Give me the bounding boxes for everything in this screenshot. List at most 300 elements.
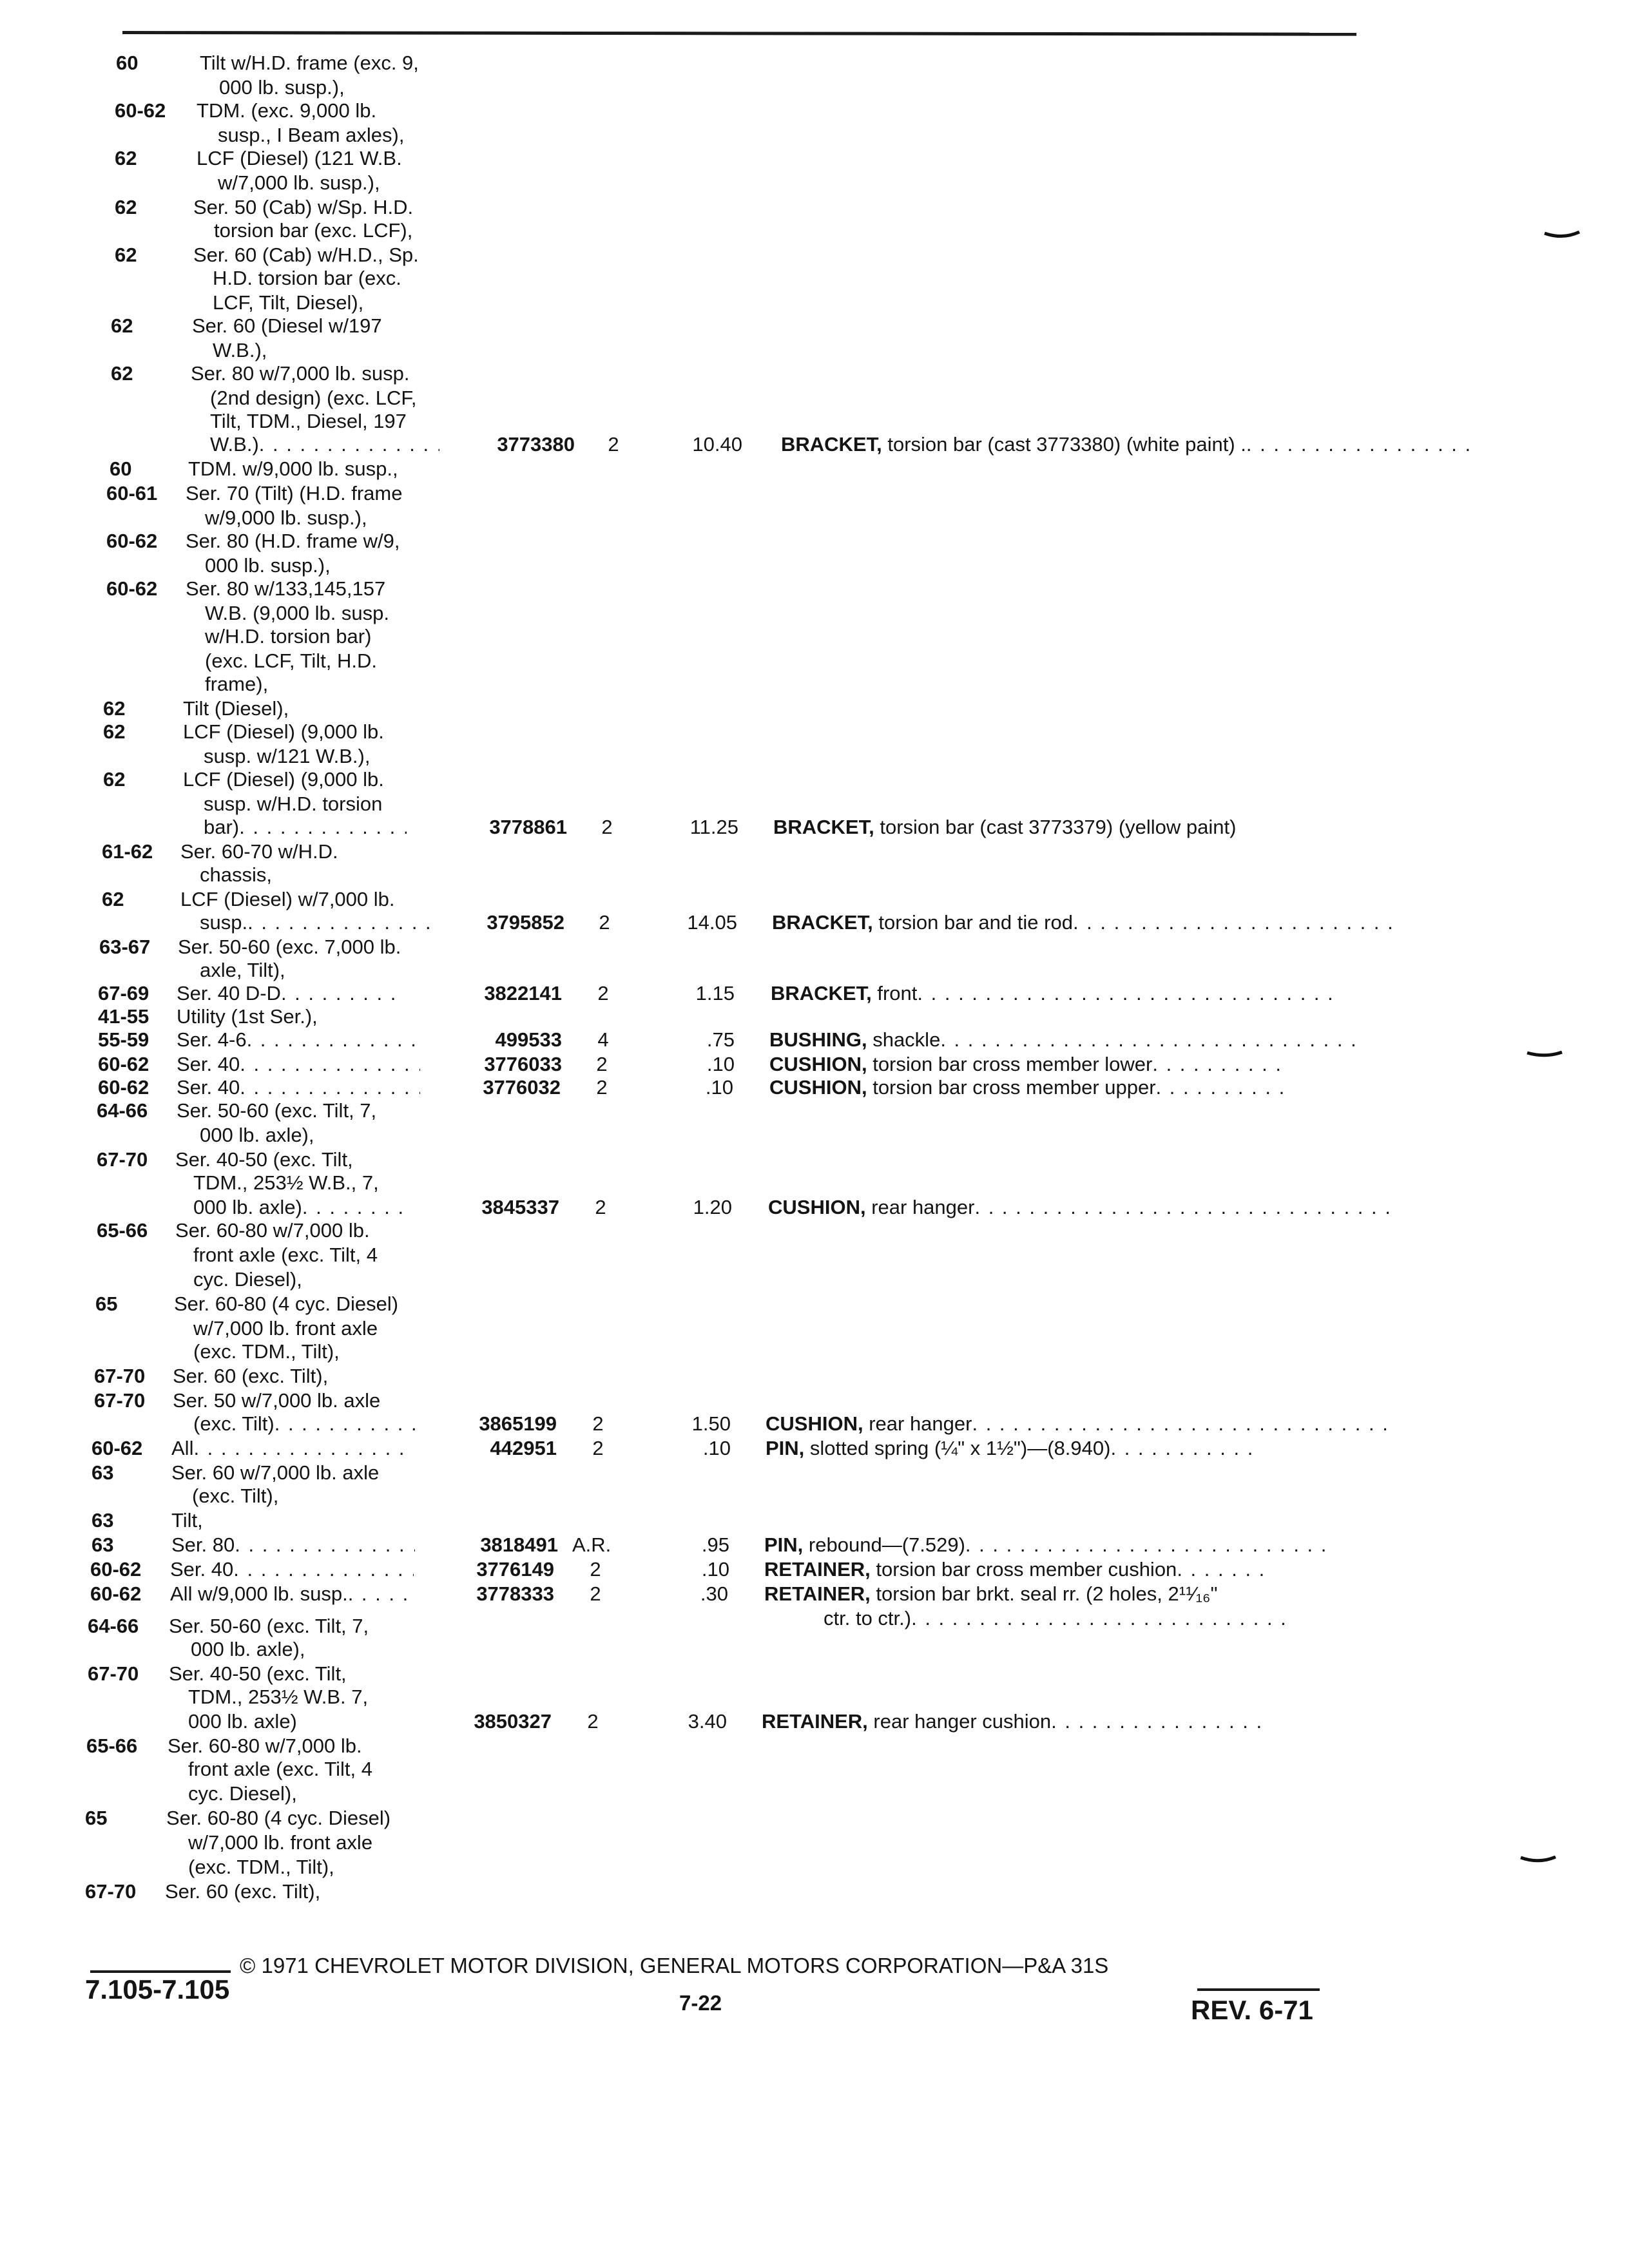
application-description [205,602,389,625]
part-number: 3822141 [484,982,562,1004]
part-detail: ctr. to ctr.) [824,1607,912,1629]
model-year: 62 [115,244,137,266]
dot-leader [302,1196,405,1219]
model-year: 67-70 [97,1148,148,1171]
application-description [171,1437,412,1460]
dot-leader [235,1533,415,1557]
list-price: 10.40 [692,433,742,456]
list-price: .75 [706,1028,735,1051]
application-text: Ser. 4-6 [177,1028,247,1051]
application-description [166,1807,390,1830]
application-text: Tilt (Diesel), [183,697,289,720]
quantity: 2 [592,1437,604,1459]
list-price: 11.25 [689,816,738,838]
part-number: 3845337 [481,1196,559,1218]
dot-leader [1177,1558,1267,1581]
part-name: BUSHING, [769,1028,867,1051]
model-year: 41-55 [98,1005,149,1028]
application-text: Tilt w/H.D. frame (exc. 9, [200,52,419,74]
application-text: H.D. torsion bar (exc. [213,267,401,289]
application-description [191,1638,305,1661]
application-description [213,339,267,362]
application-text: Ser. 60-80 w/7,000 lb. [168,1735,362,1757]
model-year: 60 [116,52,139,74]
model-year: 62 [111,362,133,385]
application-text: Ser. 40 [177,1053,240,1075]
list-price: .30 [700,1582,728,1605]
application-description [171,1509,203,1532]
application-description [193,1412,416,1436]
application-description [177,1028,414,1052]
dot-leader [917,982,1342,1005]
application-description [191,362,410,385]
model-year: 62 [102,888,124,910]
dot-leader [281,982,397,1005]
application-description [188,1686,368,1709]
application-description [177,1005,318,1028]
dot-leader [239,816,407,839]
part-detail: torsion bar (cast 3773379) (yellow paint) [880,816,1237,838]
application-text: Ser. 60 (exc. Tilt), [165,1880,321,1903]
quantity: A.R. [572,1533,612,1556]
part-detail: shackle [872,1028,941,1051]
part-number: 3773380 [497,433,575,456]
part-number: 499533 [495,1028,562,1051]
application-text: TDM. (exc. 9,000 lb. [197,99,377,122]
dot-leader [972,1412,1397,1436]
application-description [193,1171,379,1195]
part-detail: torsion bar cross member cushion [876,1558,1177,1581]
part-detail: torsion bar cross member lower [872,1053,1153,1075]
application-text: Ser. 60-70 w/H.D. [180,840,338,863]
application-text: LCF (Diesel) (9,000 lb. [183,768,384,791]
model-year: 64-66 [97,1099,148,1122]
part-description [766,1412,1397,1436]
model-year: 62 [115,147,137,169]
model-year: 63-67 [99,936,151,958]
application-description [213,291,363,314]
dot-leader [240,1076,420,1099]
part-name: CUSHION, [766,1412,863,1435]
binder-mark-icon [1519,1856,1557,1865]
quantity: 2 [596,1053,608,1075]
application-description [193,1317,378,1340]
application-description [193,1268,302,1291]
model-year: 60 [110,457,132,480]
application-description [177,982,397,1005]
part-number: 3818491 [480,1533,558,1556]
part-description [769,1028,1365,1052]
application-text: 000 lb. axle), [200,1124,314,1146]
binder-mark-icon [1543,231,1581,240]
application-description [205,625,371,648]
application-text: 000 lb. susp.), [219,76,345,99]
binder-mark-icon [1526,1050,1563,1059]
part-description [769,1076,1285,1099]
application-description [200,52,419,75]
list-price: 1.15 [695,982,735,1004]
part-detail: torsion bar cross member upper [872,1076,1156,1099]
application-text: cyc. Diesel), [193,1268,302,1291]
dot-leader [275,1412,416,1436]
application-text: Ser. 40 [177,1076,240,1099]
quantity: 2 [596,1076,608,1099]
application-text: Ser. 40-50 (exc. Tilt, [175,1148,353,1171]
application-description [186,482,402,505]
part-description [764,1558,1267,1581]
application-description [177,1076,420,1099]
application-text: torsion bar (exc. LCF), [214,219,413,242]
footer-rule-left [90,1970,231,1973]
application-description [188,1782,297,1805]
application-text: w/7,000 lb. front axle [193,1317,378,1340]
part-description [766,1437,1252,1460]
application-description [170,1582,412,1606]
dot-leader [247,1028,414,1052]
footer-rule-right [1197,1988,1320,1991]
part-number: 3778333 [476,1582,554,1605]
model-year: 65-66 [86,1735,138,1757]
list-price: 14.05 [687,911,737,934]
application-description [218,124,404,147]
model-year: 67-70 [94,1365,146,1387]
application-text: LCF, Tilt, Diesel), [213,291,364,314]
application-description [183,720,384,744]
application-description [188,1758,372,1781]
part-name: CUSHION, [768,1196,866,1218]
application-description [205,506,367,530]
part-name: CUSHION, [769,1053,867,1075]
dot-leader [259,433,439,456]
part-name: BRACKET, [773,816,874,838]
dot-leader [1246,433,1478,456]
quantity: 4 [597,1028,609,1051]
application-text: Ser. 80 (H.D. frame w/9, [186,530,400,552]
dot-leader [1152,1053,1281,1076]
quantity: 2 [595,1196,606,1218]
application-text: Ser. 60-80 (4 cyc. Diesel) [174,1293,399,1315]
application-description [205,649,377,673]
application-text: Ser. 60-80 (4 cyc. Diesel) [166,1807,391,1829]
model-year: 67-70 [88,1662,139,1685]
part-description [771,982,1342,1005]
application-text: susp. w/121 W.B.), [204,745,371,767]
application-description [178,936,401,959]
application-description [213,267,401,290]
application-description [192,1485,278,1508]
quantity: 2 [590,1582,601,1605]
quantity: 2 [608,433,619,456]
part-detail: rear hanger [869,1412,972,1435]
application-text: Ser. 40 [170,1558,234,1581]
list-price: 3.40 [688,1710,727,1733]
quantity: 2 [597,982,609,1004]
application-text: axle, Tilt), [200,959,285,981]
application-description [171,1533,415,1557]
part-name: RETAINER, [764,1558,871,1581]
application-text: (exc. Tilt), [192,1485,279,1507]
application-description [197,99,376,122]
model-year: 63 [92,1509,114,1532]
part-description [764,1533,1326,1557]
application-text: TDM., 253½ W.B., 7, [193,1171,379,1194]
application-description [188,1831,372,1854]
application-text: Utility (1st Ser.), [177,1005,318,1028]
application-description [210,410,407,433]
part-detail: rebound—(7.529) [808,1533,965,1556]
application-text: w/9,000 lb. susp.), [205,506,367,529]
quantity: 2 [592,1412,604,1435]
application-text: 000 lb. axle) [193,1196,302,1218]
dot-leader [247,911,441,934]
part-number: 3776032 [483,1076,561,1099]
part-number: 3865199 [479,1412,557,1435]
footer-copyright: © 1971 CHEVROLET MOTOR DIVISION, GENERAL MOTORS CORPORATION—P&A 31S [240,1954,1109,1977]
application-text: Ser. 80 w/7,000 lb. susp. [191,362,410,385]
application-text: Ser. 60 w/7,000 lb. axle [171,1461,380,1484]
quantity: 2 [599,911,610,934]
application-text: 000 lb. axle) [188,1710,297,1733]
dot-leader [1156,1076,1285,1099]
model-year: 60-61 [106,482,158,505]
model-year: 62 [115,196,137,218]
application-description [173,1365,328,1388]
application-text: bar) [204,816,240,838]
part-detail: rear hanger [871,1196,975,1218]
application-description [193,196,413,219]
model-year: 62 [103,720,126,743]
part-description [762,1710,1270,1733]
dot-leader [974,1196,1400,1219]
application-text: w/7,000 lb. front axle [188,1831,373,1854]
application-description [173,1389,380,1412]
part-description [824,1607,1285,1630]
application-text: Ser. 50-60 (exc. 7,000 lb. [178,936,401,958]
model-year: 65 [95,1293,118,1315]
application-description [180,840,338,863]
list-price: 1.20 [693,1196,732,1218]
dot-leader [1110,1437,1252,1460]
application-text: Ser. 50-60 (exc. Tilt, 7, [177,1099,377,1122]
application-text: Tilt, TDM., Diesel, 197 [210,410,407,432]
part-name: RETAINER, [762,1710,868,1733]
footer-page-number: 7-22 [679,1991,722,2015]
application-description [204,793,382,816]
application-description [192,314,382,338]
application-description [204,816,407,839]
list-price: .10 [701,1558,729,1581]
application-text: Ser. 50 w/7,000 lb. axle [173,1389,381,1412]
application-description [197,147,402,170]
part-number: 3776033 [484,1053,562,1075]
part-name: BRACKET, [772,911,873,934]
part-name: BRACKET, [771,982,872,1004]
list-price: 1.50 [691,1412,731,1435]
application-text: W.B. (9,000 lb. susp. [205,602,390,624]
dot-leader [348,1582,412,1606]
application-description [200,959,285,982]
application-text: Ser. 50-60 (exc. Tilt, 7, [169,1615,369,1637]
model-year: 62 [111,314,133,337]
application-description [193,1196,405,1219]
part-description [768,1196,1400,1219]
model-year: 55-59 [98,1028,149,1051]
application-text: All w/9,000 lb. susp. [170,1582,348,1605]
application-description [219,76,345,99]
model-year: 60-62 [115,99,166,122]
application-description [205,673,268,696]
model-year: 67-70 [85,1880,137,1903]
part-name: PIN, [764,1533,804,1556]
application-text: w/H.D. torsion bar) [205,625,372,648]
part-name: RETAINER, [764,1582,871,1605]
application-description [214,219,412,242]
part-detail: torsion bar (cast 3773380) (white paint) . [887,433,1246,456]
model-year: 60-62 [90,1582,142,1605]
part-number: 442951 [490,1437,557,1459]
footer-section-number: 7.105-7.105 [85,1974,230,2004]
application-description [205,554,331,577]
part-detail: torsion bar and tie rod [878,911,1073,934]
application-text: Ser. 80 [171,1533,235,1556]
application-text: W.B.) [210,433,259,456]
list-price: .10 [705,1076,733,1099]
part-number: 3795852 [487,911,564,934]
application-description [169,1615,369,1638]
application-text: (exc. LCF, Tilt, H.D. [205,649,377,672]
application-text: Ser. 60 (Diesel w/197 [192,314,382,337]
model-year: 62 [103,697,126,720]
application-text: (exc. TDM., Tilt), [193,1340,340,1363]
part-description [773,816,1236,839]
application-text: frame), [205,673,269,695]
application-description [175,1219,370,1242]
dot-leader [233,1558,414,1581]
application-text: w/7,000 lb. susp.), [218,171,380,194]
application-description [193,244,419,267]
part-description [769,1053,1281,1076]
part-detail: slotted spring (¼" x 1½")—(8.940) [809,1437,1111,1459]
application-description [171,1461,379,1485]
model-year: 65-66 [97,1219,148,1242]
application-text: front axle (exc. Tilt, 4 [193,1244,378,1266]
list-price: .10 [702,1437,731,1459]
model-year: 64-66 [88,1615,139,1637]
application-description [188,1856,334,1879]
quantity: 2 [587,1710,599,1733]
application-text: LCF (Diesel) (121 W.B. [197,147,402,169]
application-description [180,888,395,911]
application-text: susp., I Beam axles), [218,124,405,146]
application-text: chassis, [200,863,272,886]
part-detail: torsion bar brkt. seal rr. (2 holes, 2¹¹⁄₁₆" [876,1582,1218,1605]
footer-revision: REV. 6-71 [1191,1995,1313,2025]
application-description [169,1662,347,1686]
part-number: 3850327 [474,1710,552,1733]
application-description [193,1340,340,1363]
application-description [170,1558,414,1581]
quantity: 2 [601,816,613,838]
part-detail: front [877,982,918,1004]
dot-leader [1073,911,1395,934]
quantity: 2 [590,1558,601,1581]
application-description [175,1148,353,1171]
application-description [188,457,398,481]
application-description [168,1735,362,1758]
application-description [177,1053,420,1076]
part-description [764,1582,1218,1606]
model-year: 60-62 [92,1437,143,1459]
application-description [193,1244,378,1267]
model-year: 60-62 [98,1076,149,1099]
application-text: (exc. TDM., Tilt), [188,1856,334,1878]
part-number: 3778861 [489,816,567,838]
model-year: 60-62 [98,1053,149,1075]
application-text: Tilt, [171,1509,203,1532]
application-text: Ser. 60-80 w/7,000 lb. [175,1219,370,1242]
model-year: 63 [92,1533,114,1556]
application-text: LCF (Diesel) w/7,000 lb. [180,888,395,910]
application-text: (exc. Tilt) [193,1412,275,1435]
dot-leader [965,1533,1326,1557]
part-description [772,911,1395,934]
model-year: 61-62 [102,840,153,863]
dot-leader [193,1437,412,1460]
application-text: TDM. w/9,000 lb. susp., [188,457,398,480]
application-text: All [171,1437,194,1459]
model-year: 67-70 [94,1389,146,1412]
application-description [218,171,380,195]
application-description [200,863,272,887]
application-description [174,1293,398,1316]
application-text: Ser. 60 (exc. Tilt), [173,1365,329,1387]
application-description [210,433,439,456]
model-year: 65 [85,1807,108,1829]
application-description [177,1099,376,1122]
application-text: LCF (Diesel) (9,000 lb. [183,720,384,743]
dot-leader [911,1607,1285,1630]
model-year: 63 [92,1461,114,1484]
model-year: 60-62 [106,577,158,600]
application-text: Ser. 80 w/133,145,157 [186,577,386,600]
part-detail: rear hanger cushion [873,1710,1052,1733]
model-year: 60-62 [106,530,158,552]
application-description [186,530,400,553]
dot-leader [940,1028,1365,1052]
part-name: BRACKET, [781,433,882,456]
application-text: susp. w/H.D. torsion [204,793,383,815]
application-text: (2nd design) (exc. LCF, [210,387,417,409]
application-text: susp. [200,911,248,934]
application-text: TDM., 253½ W.B. 7, [188,1686,369,1708]
application-text: Ser. 60 (Cab) w/H.D., Sp. [193,244,419,266]
part-name: CUSHION, [769,1076,867,1099]
application-text: W.B.), [213,339,267,361]
dot-leader [240,1053,420,1076]
application-text: Ser. 40-50 (exc. Tilt, [169,1662,347,1685]
model-year: 67-69 [98,982,149,1004]
application-description [210,387,416,410]
list-price: .95 [701,1533,729,1556]
application-description [183,768,384,791]
application-text: Ser. 50 (Cab) w/Sp. H.D. [193,196,414,218]
application-text: 000 lb. axle), [191,1638,305,1660]
application-text: cyc. Diesel), [188,1782,297,1805]
model-year: 62 [103,768,126,791]
part-number: 3776149 [476,1558,554,1581]
application-description [183,697,289,720]
dot-leader [1051,1710,1270,1733]
